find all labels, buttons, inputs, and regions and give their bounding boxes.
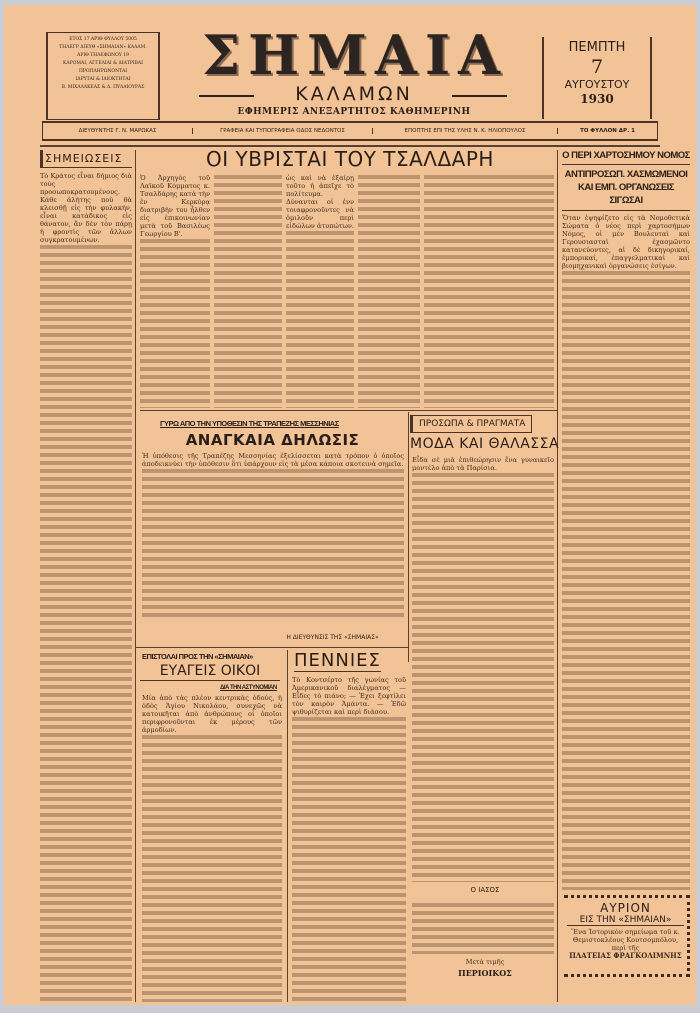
- masthead-subtitle: ΚΑΛΑΜΩΝ: [295, 83, 413, 105]
- people-text: Εἶδα σὲ μιὰ ἐπιθεώρησιν ἕνα γυναικεῖο μοντέλο ἀπὸ τὰ Παρίσια.: [412, 456, 554, 472]
- tomorrow-box: [564, 895, 690, 977]
- masthead-title: ΣΗΜΑΙΑ: [201, 23, 509, 87]
- offices: ΓΡΑΦΕΙΑ ΚΑΙ ΤΥΠΟΓΡΑΦΕΙΑ ΟΔΟΣ ΝΕΔΟΝΤΟΣ: [193, 128, 373, 134]
- price: ΤΟ ΦΥΛΛΟΝ ΔΡ. 1: [580, 128, 635, 134]
- notes-headline: ΣΗΜΕΙΩΣΕΙΣ: [40, 150, 132, 168]
- people-signature: Ο ΙΑΣΟΣ: [470, 886, 500, 894]
- letters-subhead: ΔΙΑ ΤΗΝ ΑΣΤΥΝΟΜΙΑΝ: [220, 685, 277, 691]
- people-article: [412, 456, 554, 882]
- year: 1930: [580, 92, 614, 106]
- telegraph-address: ΤΗΛΕΓΡ ΔΙΕΥΘ «ΣΗΜΑΙΑΝ» ΚΑΛΑΜ.: [59, 45, 147, 50]
- month: ΑΥΓΟΥΣΤΟΥ: [564, 78, 630, 91]
- bank-article: [142, 452, 404, 620]
- weekday: ΠΕΜΠΤΗ: [568, 40, 626, 55]
- pennies-text: Τὸ Κοντσέρτο τῆς γωνίας τοῦ Ἀμερικανικοῦ διαλέγματος — Εἶδες τὸ πιάνο; — Ἐχει ξεφτίλει τὸν καιρὸν Ἀμάντα. — Ἐδῶ ψιθυρίζεται καὶ περὶ διάσου.: [292, 676, 406, 716]
- main-article-col4: [358, 174, 420, 408]
- main-article-col3: [286, 174, 354, 408]
- stamp-law-article: [562, 150, 690, 890]
- stamp-law-headline: ΑΝΤΙΠΡΟΣΩΠ. ΧΑΣΜΩΜΕΝΟΙ ΚΑΙ ΕΜΠ. ΟΡΓΑΝΩΣΕΙΣ ΣΙΓΩΣΑΙ: [562, 168, 690, 211]
- letters-signature: ΠΕΡΙΟΙΚΟΣ: [458, 968, 512, 978]
- founders: Β. ΜΙΧΑΛΑΚΕΑΣ & Δ. ΠΥΛΑΙΟΥΡΑΣ: [61, 85, 145, 90]
- letters-kicker: ΕΠΙΣΤΟΛΑΙ ΠΡΟΣ ΤΗΝ «ΣΗΜΑΙΑΝ»: [142, 652, 253, 661]
- main-text-2: ὡς καὶ νὰ ἐξαίρῃ τοῦτο ἡ ἀπεῖχε τὸ πολίτευμα. Δύνανται οἱ ἐνν τοιαφρονοῦντες νὰ ὁμιλοῦν περὶ εἰδώλων ἀτυπώτων.: [286, 174, 354, 230]
- pennies-headline: ΠΕΝΝΙΕΣ: [294, 650, 381, 671]
- masthead-tagline: ΕΦΗΜΕΡΙΣ ΑΝΕΞΑΡΤΗΤΟΣ ΚΑΘΗΜΕΡΙΝΗ: [237, 107, 471, 117]
- masthead-left-box: [46, 32, 160, 120]
- info-bar: [42, 121, 658, 141]
- tomorrow-title: ΑΥΡΙΟΝ: [600, 901, 651, 915]
- supervisor: ΕΠΟΠΤΗΣ ΕΠΙ ΤΗΣ ΥΛΗΣ Ν. Κ. ΗΛΙΟΠΟΥΛΟΣ: [373, 128, 558, 134]
- tomorrow-place: ΠΛΑΤΕΙΑΣ ΦΡΑΓΚΟΛΙΜΝΗΣ: [569, 951, 682, 960]
- main-text: Ὁ Ἀρχηγὸς τοῦ Λαϊκοῦ Κόμματος κ. Τσαλδάρης κατὰ τὴν ἐν Κερκύρᾳ διατριβήν του ἦλθεν εἰς ἐπικοινωνίαν μετὰ τοῦ Βασιλέως Γεωργίου Β'.: [140, 174, 210, 238]
- notes-text: Τὸ Κράτος εἶναι δήμιος διὰ τοὺς προσωποκρατουμένους. Κάθε ἀλήτης ποὺ θὰ κλεισθῇ εἰς τὴν φυλακήν, εἶναι κατάδικος εἰς θάνατον, ἂν δὲν τὸν πάρῃ ἡ φροντὶς τῶν ἄλλων συγκρατουμένων.: [40, 172, 132, 244]
- editor: ΔΙΕΥΘΥΝΤΗΣ Γ. Ν. ΜΑΡΩΚΑΣ: [43, 128, 193, 134]
- main-article-col1: [140, 174, 210, 408]
- people-headline: ΜΟΔΑ ΚΑΙ ΘΑΛΑΣΣΑ: [410, 436, 560, 452]
- letters-article: [142, 694, 282, 1002]
- pennies-article: [292, 676, 406, 1002]
- letters-continued: [412, 902, 554, 954]
- bank-signature: Η ΔΙΕΥΘΥΝΣΙΣ ΤΗΣ «ΣΗΜΑΙΑΣ»: [286, 634, 379, 641]
- tomorrow-subtitle: ΕΙΣ ΤΗΝ «ΣΗΜΑΙΑΝ»: [567, 915, 684, 926]
- people-box-label: ΠΡΟΣΩΠΑ & ΠΡΑΓΜΑΤΑ: [410, 415, 532, 433]
- stamp-law-kicker: Ο ΠΕΡΙ ΧΑΡΤΟΣΗΜΟΥ ΝΟΜΟΣ: [562, 150, 690, 165]
- payment-note: ΚΑΡΟΜΑΙ, ΑΓΓΕΛΙΑΙ & ΔΙΑΤΡΙΒΑΙ ΠΡΟΠΛΗΡΩΝΟΝΤΑΙ: [63, 61, 143, 74]
- bank-kicker: ΓΥΡΩ ΑΠΟ ΤΗΝ ΥΠΟΘΕΣΙΝ ΤΗΣ ΤΡΑΠΕΖΗΣ ΜΕΣΣΗΝΙΑΣ: [160, 419, 339, 428]
- date-box: [542, 37, 652, 119]
- main-headline: ΟΙ ΥΒΡΙΣΤΑΙ ΤΟΥ ΤΣΑΛΔΑΡΗ: [206, 147, 494, 171]
- letters-headline: ΕΥΑΓΕΙΣ ΟΙΚΟΙ: [140, 663, 280, 681]
- telephone: ΑΡΙΘ ΤΗΛΕΦΩΝΟΥ 19: [77, 53, 129, 58]
- founders-label: ΙΔΡΥΤΑΙ & ΙΔΙΟΚΤΗΤΑΙ: [75, 77, 131, 82]
- letters-text: Μία ἀπὸ τὰς πλέον κεντρικὰς ὁδούς, ἡ ὁδὸς Ἁγίου Νικολάου, συνεχῶς νὰ κατοικῆται ἀπὸ ἀνθρώπους οἱ ὁποῖοι περιφρονοῦνται ἐκ μέρους τῶν ἁρμοδίων.: [142, 694, 282, 734]
- tomorrow-text: Ἕνα Ἱστορικὸν σημείωμα τοῦ κ. Θεμιστοκλέους Κουτσομπόλου, περὶ τῆς: [571, 928, 680, 952]
- letters-closing: Μετὰ τιμῆς: [465, 958, 505, 966]
- stamp-law-text: Ὅταν ἐψηφίζετο εἰς τὰ Νομοθετικὰ Σώματα ὁ νέος περὶ χαρτοσήμων Νόμος, οἱ μὲν Βουλευταὶ καὶ Γερουσιασταὶ ἐχασμῶντο κατανεύοντες, αἱ δὲ δικηγορικαί, ἐμπορικαί, ἐπαγγελματικαὶ καὶ βιομηχανικαὶ ὀργανώσεις ἐσίγων.: [562, 214, 690, 270]
- bank-headline: ΑΝΑΓΚΑΙΑ ΔΗΛΩΣΙΣ: [185, 431, 360, 449]
- main-article-col5: [424, 174, 554, 408]
- main-article-col2: [214, 174, 282, 408]
- year-issue: ΕΤΟΣ 17 ΑΡΙΘ ΦΥΛΛΟΥ 5005: [69, 37, 137, 42]
- bank-text: Ἡ ὑπόθεσις τῆς Τραπέζης Μεσσηνίας ἐξελίσσεται κατὰ τρόπον ὁ ὁποῖος ἀποδεικνύει τὴν ὑπόθεσιν ὅτι ὑπάρχουν εἰς τὰ μέσα κάποια σκοτεινὰ σημεῖα.: [142, 452, 404, 468]
- notes-article: [40, 150, 132, 1002]
- day-number: 7: [590, 56, 604, 78]
